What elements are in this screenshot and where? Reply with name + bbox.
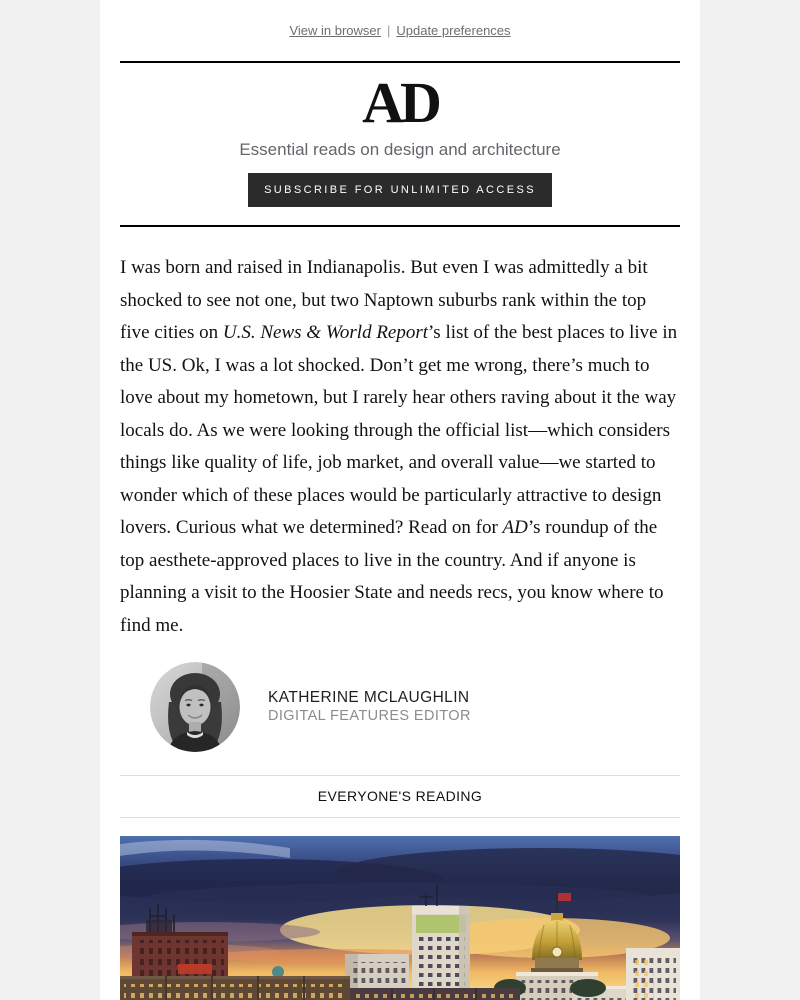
ad-logo[interactable]: AD: [362, 70, 438, 135]
intro-text-2: ’s list of the best places to live in the US. Ok, I was a lot shocked. Don’t get me wrong, there’s much to love about my hometown, but I rarely hear others raving about it the way locals do. As we were looking through the official list—which considers things like quality of life, job market, and overall value—we started to wonder which of these places would be particularly attractive to design lovers. Curious what we determined? Read on for: [120, 322, 678, 538]
prefs-separator: |: [386, 23, 391, 38]
intro-citation-usnews: U.S. News & World Report: [222, 322, 429, 343]
header-rule-bottom: [120, 225, 680, 227]
brand-tagline: Essential reads on design and architecture: [239, 140, 561, 159]
email-card: [100, 0, 700, 1000]
author-block: [150, 662, 680, 752]
intro-paragraph: [120, 252, 680, 642]
intro-text-1: I was born and raised in Indianapolis. But even I was admittedly a bit shocked to see not one, but two Naptown suburbs rank within the top five cities on: [120, 257, 648, 343]
masthead: [100, 70, 700, 207]
author-text: [268, 688, 471, 726]
intro-citation-ad: AD: [502, 517, 528, 538]
author-avatar: [150, 662, 240, 752]
section-heading: EVERYONE'S READING: [317, 788, 483, 804]
author-title: DIGITAL FEATURES EDITOR: [268, 708, 471, 724]
header-rule-top: [120, 61, 680, 63]
update-preferences-link[interactable]: Update preferences: [396, 23, 511, 38]
subscribe-button[interactable]: SUBSCRIBE FOR UNLIMITED ACCESS: [248, 173, 552, 207]
section-rule-bottom: [120, 817, 680, 818]
hero-image[interactable]: [120, 836, 680, 1000]
view-in-browser-link[interactable]: View in browser: [289, 23, 381, 38]
email-prefs-row: [100, 0, 700, 38]
intro-text-3: ’s roundup of the top aesthete-approved places to live in the country. And if anyone is planning a visit to the Hoosier State and needs recs, you know where to find me.: [120, 517, 664, 636]
author-name: KATHERINE MCLAUGHLIN: [268, 689, 470, 706]
